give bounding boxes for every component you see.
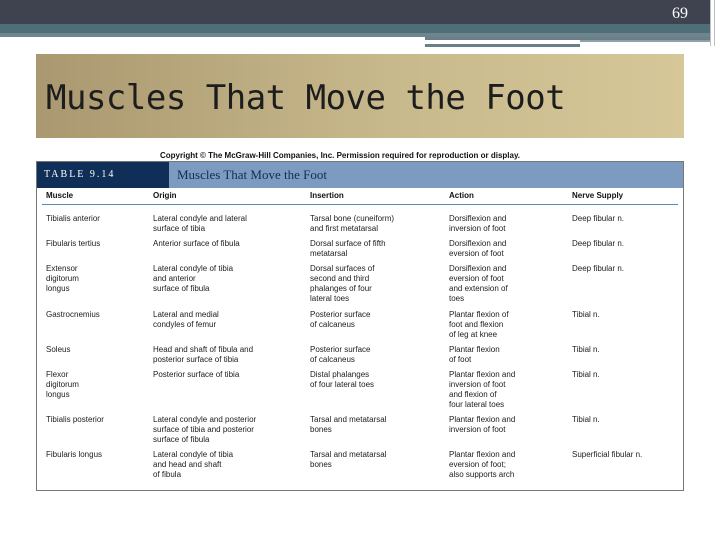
table-cell-nerve: Tibial n. [572, 370, 600, 379]
copyright-notice: Copyright © The McGraw-Hill Companies, Inc. Permission required for reproduction or display. [160, 151, 521, 160]
table-cell-nerve: Tibial n. [572, 310, 600, 319]
table-cell-muscle: Soleus [46, 345, 71, 354]
table-cell-action: Dorsiflexion and inversion of foot [449, 214, 507, 233]
table-header-band [37, 162, 683, 188]
table-cell-insertion: Tarsal and metatarsal bones [310, 450, 387, 469]
table-cell-origin: Lateral condyle and posterior surface of tibia and posterior surface of fibula [153, 415, 257, 444]
table-cell-insertion: Posterior surface of calcaneus [310, 310, 371, 329]
table-cell-action: Plantar flexion of foot [449, 345, 500, 364]
table-cell-muscle: Extensor digitorum longus [46, 264, 79, 293]
table-cell-origin: Lateral condyle of tibia and anterior surface of fibula [153, 264, 234, 293]
table-cell-muscle: Fibularis tertius [46, 239, 101, 248]
table-cell-origin: Anterior surface of fibula [153, 239, 240, 248]
muscle-table [36, 161, 684, 491]
table-cell-nerve: Tibial n. [572, 415, 600, 424]
table-cell-muscle: Tibialis anterior [46, 214, 100, 223]
table-cell-action: Plantar flexion and eversion of foot; also supports arch [449, 450, 516, 479]
table-cell-insertion: Distal phalanges of four lateral toes [310, 370, 375, 389]
table-cell-origin: Lateral condyle and lateral surface of tibia [153, 214, 247, 233]
header-rule [42, 204, 678, 205]
column-header-origin: Origin [153, 191, 177, 200]
column-header-action: Action [449, 191, 474, 200]
table-cell-nerve: Deep fibular n. [572, 214, 625, 223]
table-cell-nerve: Tibial n. [572, 345, 600, 354]
table-cell-action: Plantar flexion and inversion of foot [449, 415, 516, 434]
table-cell-insertion: Dorsal surfaces of second and third phalanges of four lateral toes [310, 264, 375, 303]
table-cell-nerve: Deep fibular n. [572, 239, 625, 248]
table-cell-action: Dorsiflexion and eversion of foot and extension of toes [449, 264, 508, 303]
table-cell-muscle: Fibularis longus [46, 450, 103, 459]
table-title: Muscles That Move the Foot [177, 167, 327, 182]
table-cell-insertion: Posterior surface of calcaneus [310, 345, 371, 364]
table-cell-origin: Posterior surface of tibia [153, 370, 240, 379]
accent-line [580, 40, 710, 42]
table-cell-nerve: Superficial fibular n. [572, 450, 643, 459]
table-cell-action: Plantar flexion and inversion of foot and flexion of four lateral toes [449, 370, 516, 409]
table-cell-origin: Head and shaft of fibula and posterior surface of tibia [153, 345, 254, 364]
table-cell-muscle: Tibialis posterior [46, 415, 104, 424]
table-cell-muscle: Gastrocnemius [46, 310, 100, 319]
right-rail [710, 0, 720, 46]
top-bar [0, 0, 710, 24]
table-cell-action: Plantar flexion of foot and flexion of leg at knee [449, 310, 509, 339]
accent-line [425, 44, 580, 47]
slide-title: Muscles That Move the Foot [46, 78, 566, 118]
column-header-nerve-supply: Nerve Supply [572, 191, 624, 200]
column-header-muscle: Muscle [46, 191, 74, 200]
table-cell-origin: Lateral and medial condyles of femur [153, 310, 219, 329]
table-cell-insertion: Tarsal bone (cuneiform) and first metatarsal [310, 214, 395, 233]
table-cell-insertion: Tarsal and metatarsal bones [310, 415, 387, 434]
table-cell-action: Dorsiflexion and eversion of foot [449, 239, 507, 258]
table-cell-muscle: Flexor digitorum longus [46, 370, 79, 399]
page-number: 69 [672, 5, 688, 22]
column-header-insertion: Insertion [310, 191, 344, 200]
table-cell-origin: Lateral condyle of tibia and head and shaft of fibula [153, 450, 234, 479]
table-label: TABLE 9.14 [37, 162, 169, 188]
top-accent-band [0, 24, 710, 33]
table-cell-insertion: Dorsal surface of fifth metatarsal [310, 239, 386, 258]
table-cell-nerve: Deep fibular n. [572, 264, 625, 273]
